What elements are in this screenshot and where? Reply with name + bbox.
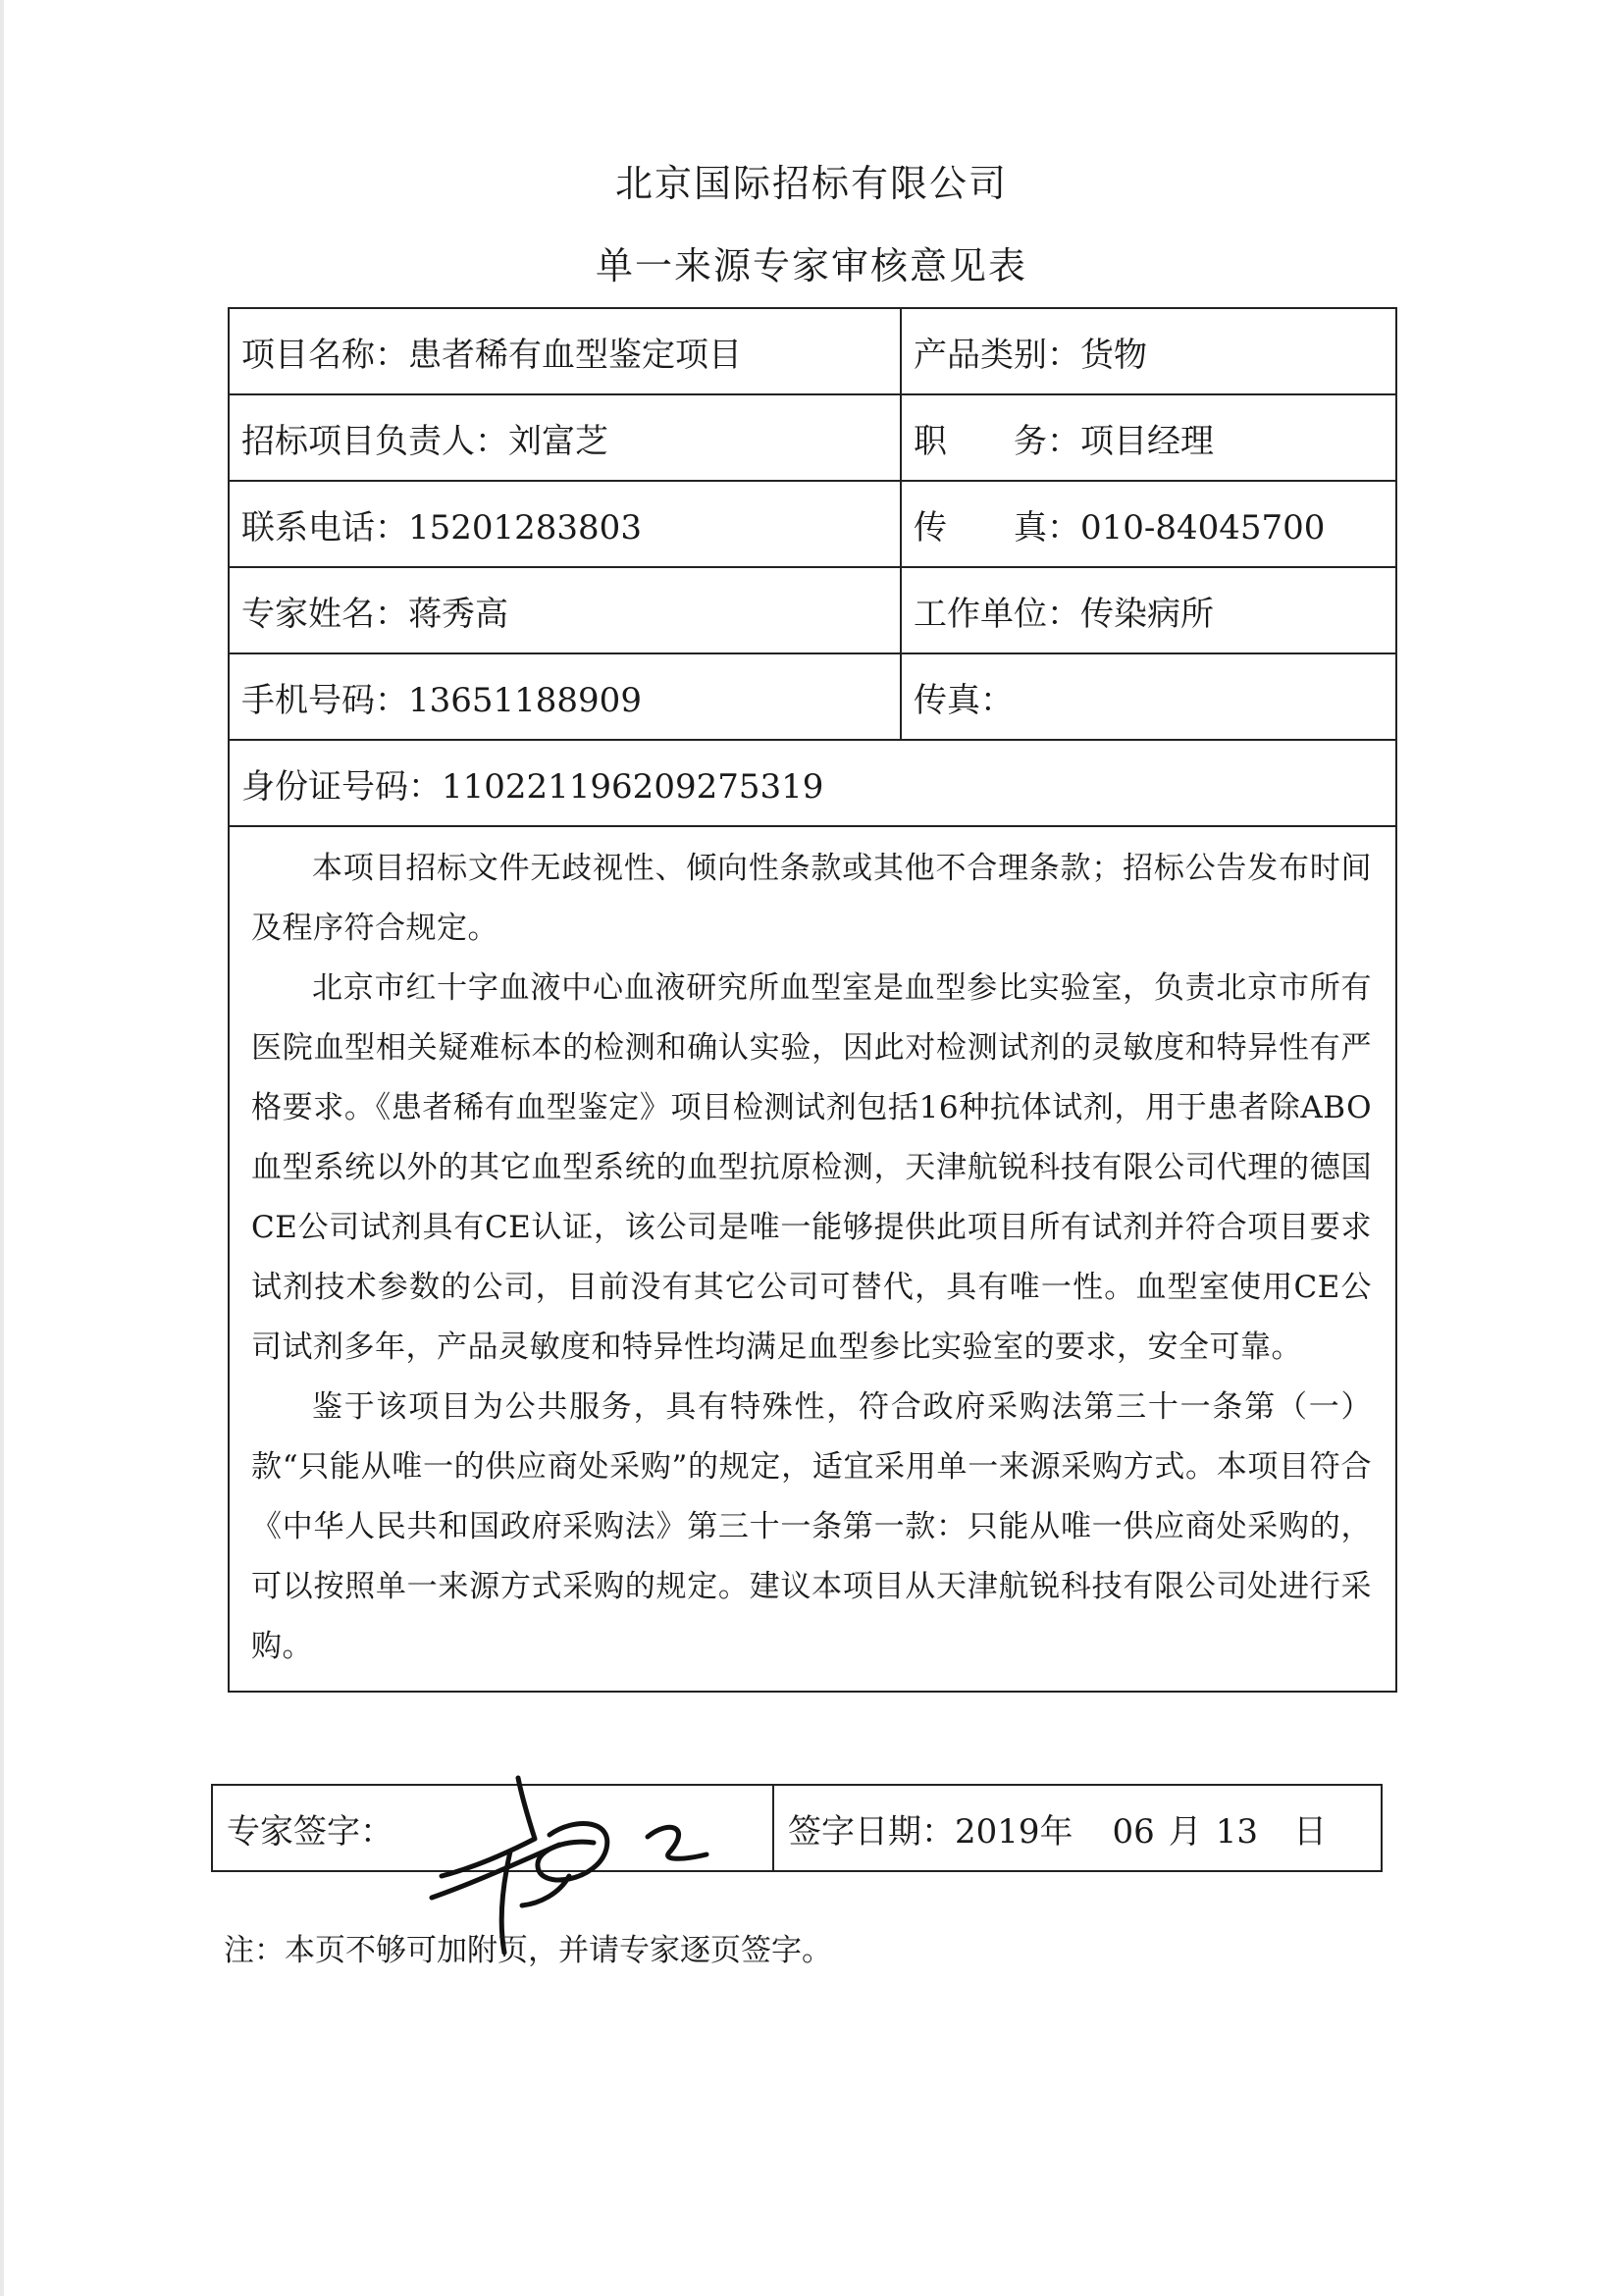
mobile-label: 手机号码： bbox=[241, 680, 408, 720]
form-title: 单一来源专家审核意见表 bbox=[595, 244, 1027, 287]
table-row bbox=[229, 308, 1396, 394]
position-label: 职 务： bbox=[914, 421, 1080, 461]
position-value: 项目经理 bbox=[1080, 421, 1214, 461]
table-row bbox=[229, 481, 1396, 567]
signature-table bbox=[211, 1784, 1383, 1872]
employer-value: 传染病所 bbox=[1080, 594, 1214, 634]
footnote: 注：本页不够可加附页，并请专家逐页签字。 bbox=[224, 1933, 832, 1968]
manager-cell bbox=[229, 394, 901, 481]
table-row bbox=[229, 740, 1396, 826]
signature-day-unit: 日 bbox=[1293, 1811, 1328, 1852]
project-name-cell bbox=[229, 308, 901, 394]
signature-year: 2019 bbox=[955, 1811, 1040, 1852]
phone-label: 联系电话： bbox=[241, 507, 408, 548]
signature-month: 06 bbox=[1112, 1811, 1155, 1852]
signature-label: 专家签字： bbox=[227, 1811, 393, 1852]
signature-day: 13 bbox=[1215, 1811, 1259, 1852]
table-row bbox=[212, 1785, 1382, 1871]
fax-value: 010-84045700 bbox=[1080, 507, 1326, 548]
phone-cell bbox=[229, 481, 901, 567]
signature-date-label: 签字日期： bbox=[788, 1811, 955, 1852]
position-cell bbox=[901, 394, 1396, 481]
id-number-cell bbox=[229, 740, 1396, 826]
opinion-paragraph-2: 北京市红十字血液中心血液研究所血型室是血型参比实验室，负责北京市所有医院血型相关疑难标本的检测和确认实验，因此对检测试剂的灵敏度和特异性有严格要求。《患者稀有血型鉴定》项目检测试剂包括16种抗体试剂，用于患者除ABO血型系统以外的其它血型系统的血型抗原检测，天津航锐科技有限公司代理的德国CE公司试剂具有CE认证，该公司是唯一能够提供此项目所有试剂并符合项目要求试剂技术参数的公司，目前没有其它公司可替代，具有唯一性。血型室使用CE公司试剂多年，产品灵敏度和特异性均满足血型参比实验室的要求，安全可靠。 bbox=[251, 970, 1372, 1365]
scan-edge-shadow bbox=[0, 0, 4, 2296]
table-row bbox=[229, 653, 1396, 740]
category-label: 产品类别： bbox=[914, 335, 1080, 375]
manager-value: 刘富芝 bbox=[508, 421, 608, 461]
expert-name-cell bbox=[229, 567, 901, 653]
table-row bbox=[229, 394, 1396, 481]
expert-name-label: 专家姓名： bbox=[241, 594, 408, 634]
table-row bbox=[229, 567, 1396, 653]
signature-year-unit: 年 bbox=[1039, 1811, 1073, 1852]
opinion-cell bbox=[229, 826, 1396, 1692]
mobile-cell bbox=[229, 653, 901, 740]
fax-cell bbox=[901, 481, 1396, 567]
table-row bbox=[229, 826, 1396, 1692]
project-name-label: 项目名称： bbox=[241, 335, 408, 375]
category-value: 货物 bbox=[1080, 335, 1147, 375]
expert-fax-label: 传真： bbox=[914, 680, 1014, 720]
employer-cell bbox=[901, 567, 1396, 653]
signature-date-cell bbox=[773, 1785, 1382, 1871]
opinion-paragraph-3: 鉴于该项目为公共服务，具有特殊性，符合政府采购法第三十一条第（一）款“只能从唯一的供应商处采购”的规定，适宜采用单一来源采购方式。本项目符合《中华人民共和国政府采购法》第三十一条第一款：只能从唯一供应商处采购的，可以按照单一来源方式采购的规定。建议本项目从天津航锐科技有限公司处进行采购。 bbox=[251, 1389, 1372, 1664]
expert-name-value: 蒋秀高 bbox=[408, 594, 508, 634]
fax-label: 传 真： bbox=[914, 507, 1080, 548]
category-cell bbox=[901, 308, 1396, 394]
info-table bbox=[228, 307, 1397, 1693]
signature-month-unit: 月 bbox=[1168, 1811, 1202, 1852]
mobile-value: 13651188909 bbox=[408, 680, 642, 720]
manager-label: 招标项目负责人： bbox=[241, 421, 508, 461]
project-name-value: 患者稀有血型鉴定项目 bbox=[408, 335, 742, 375]
opinion-paragraph-1: 本项目招标文件无歧视性、倾向性条款或其他不合理条款；招标公告发布时间及程序符合规定。 bbox=[251, 851, 1372, 946]
employer-label: 工作单位： bbox=[914, 594, 1080, 634]
phone-value: 15201283803 bbox=[408, 507, 642, 548]
id-number-value: 110221196209275319 bbox=[442, 766, 824, 807]
expert-fax-cell bbox=[901, 653, 1396, 740]
company-name: 北京国际招标有限公司 bbox=[614, 162, 1008, 205]
id-number-label: 身份证号码： bbox=[241, 766, 442, 807]
